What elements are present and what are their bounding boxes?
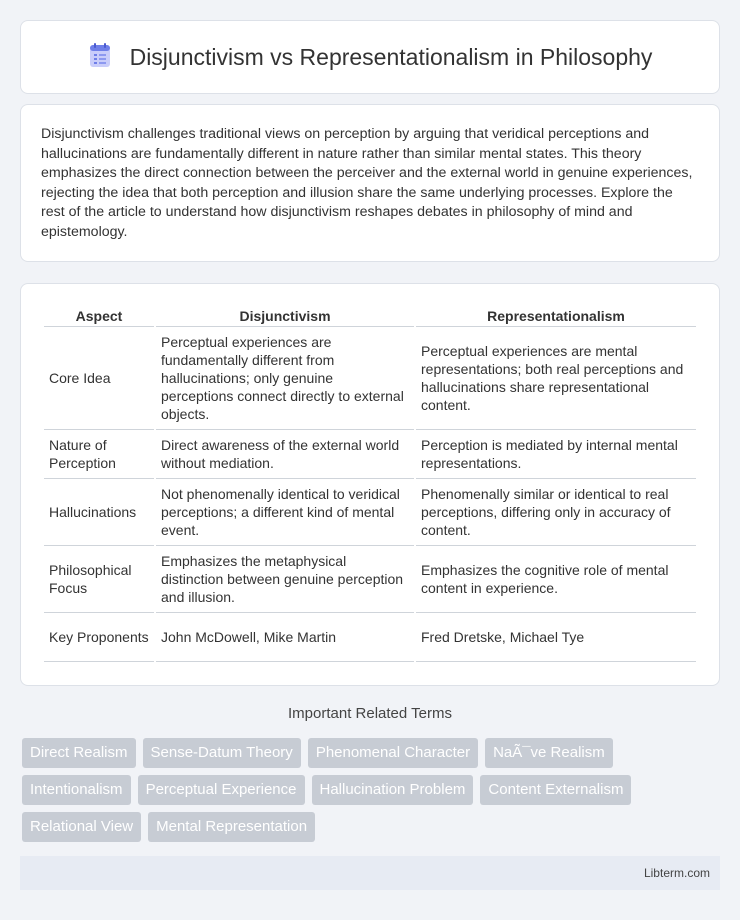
related-terms-heading: Important Related Terms bbox=[288, 705, 452, 722]
header-card bbox=[20, 20, 720, 94]
footer-site-link[interactable]: Libterm.com bbox=[643, 866, 710, 880]
cell-aspect: Hallucinations bbox=[44, 479, 154, 546]
term-tag[interactable]: Content Externalism bbox=[480, 775, 631, 805]
header-aspect: Aspect bbox=[44, 304, 154, 327]
cell-aspect: Core Idea bbox=[44, 327, 154, 430]
page-title: Disjunctivism vs Representationalism in Philosophy bbox=[129, 43, 653, 70]
table-row bbox=[44, 430, 696, 479]
term-tag[interactable]: Mental Representation bbox=[148, 812, 315, 842]
cell-representationalism: Fred Dretske, Michael Tye bbox=[416, 613, 696, 662]
related-terms-list bbox=[22, 738, 722, 842]
intro-paragraph: Disjunctivism challenges traditional views on perception by arguing that veridical perceptions and hallucinations are fundamentally different in nature rather than similar mental states. This theory emphasizes the direct connection between the perceiver and the external world in genuine experiences, rejecting the idea that both perception and illusion share the same underlying processes. Explore the rest of the article to understand how disjunctivism reshapes debates in philosophy of mind and epistemology. bbox=[41, 126, 693, 240]
term-tag[interactable]: Hallucination Problem bbox=[312, 775, 474, 805]
header-disjunctivism: Disjunctivism bbox=[156, 304, 414, 327]
cell-disjunctivism: Direct awareness of the external world without mediation. bbox=[156, 430, 414, 479]
term-tag[interactable]: Sense-Datum Theory bbox=[143, 738, 301, 768]
table-row bbox=[44, 546, 696, 613]
header-representationalism: Representationalism bbox=[416, 304, 696, 327]
cell-representationalism: Emphasizes the cognitive role of mental content in experience. bbox=[416, 546, 696, 613]
table-row bbox=[44, 479, 696, 546]
cell-disjunctivism: Perceptual experiences are fundamentally different from hallucinations; only genuine perceptions connect directly to external objects. bbox=[156, 327, 414, 430]
term-tag[interactable]: NaÃ¯ve Realism bbox=[485, 738, 613, 768]
term-tag[interactable]: Relational View bbox=[22, 812, 141, 842]
cell-representationalism: Perceptual experiences are mental representations; both real perceptions and hallucinations share representational content. bbox=[416, 327, 696, 430]
term-tag[interactable]: Phenomenal Character bbox=[308, 738, 478, 768]
cell-representationalism: Phenomenally similar or identical to real perceptions, differing only in accuracy of content. bbox=[416, 479, 696, 546]
cell-representationalism: Perception is mediated by internal mental representations. bbox=[416, 430, 696, 479]
term-tag[interactable]: Direct Realism bbox=[22, 738, 136, 768]
term-tag[interactable]: Perceptual Experience bbox=[138, 775, 305, 805]
table-header-row bbox=[44, 304, 696, 327]
table-row bbox=[44, 327, 696, 430]
document-list-icon bbox=[88, 42, 112, 73]
cell-disjunctivism: John McDowell, Mike Martin bbox=[156, 613, 414, 662]
footer bbox=[20, 856, 720, 890]
comparison-table bbox=[42, 304, 698, 662]
table-row bbox=[44, 613, 696, 662]
comparison-card bbox=[20, 283, 720, 686]
cell-aspect: Nature of Perception bbox=[44, 430, 154, 479]
cell-aspect: Key Proponents bbox=[44, 613, 154, 662]
term-tag[interactable]: Intentionalism bbox=[22, 775, 131, 805]
cell-disjunctivism: Emphasizes the metaphysical distinction between genuine perception and illusion. bbox=[156, 546, 414, 613]
intro-card bbox=[20, 104, 720, 262]
cell-aspect: Philosophical Focus bbox=[44, 546, 154, 613]
cell-disjunctivism: Not phenomenally identical to veridical perceptions; a different kind of mental event. bbox=[156, 479, 414, 546]
